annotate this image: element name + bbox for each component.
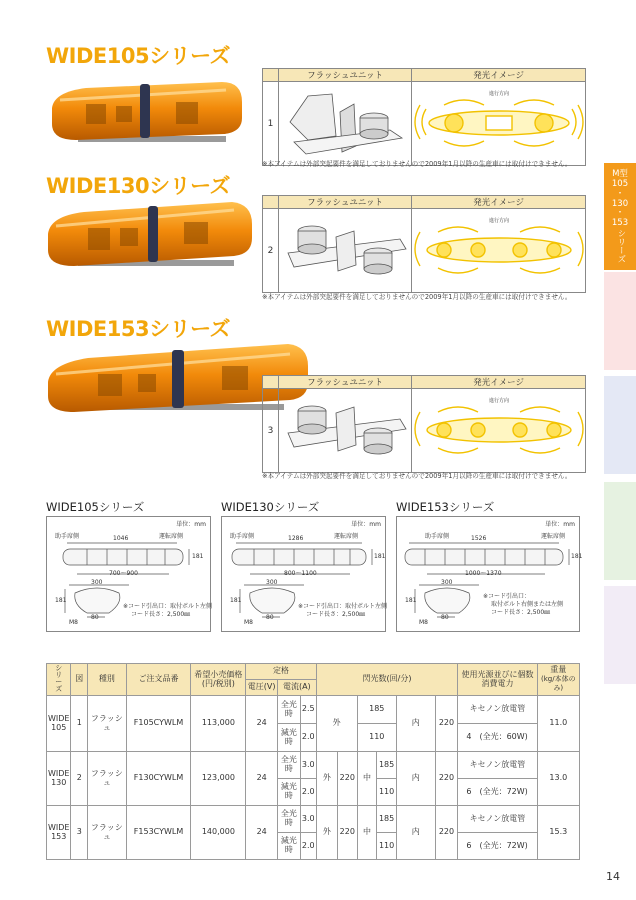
cell-light-qty: 4 (全光：60W) [458,724,537,752]
cell-full-current: 3.0 [300,752,316,779]
base-width-dimension: 300 [441,579,453,586]
header-rating: 定格 [246,664,316,680]
dim-title-153: WIDE153シリーズ [396,500,495,514]
cell-price: 113,000 [191,696,246,752]
cord-length-note: コード長さ：2,500㎜ [491,609,551,616]
cell-full-label: 全光時 [277,696,300,724]
side-tab-purple[interactable] [604,586,636,684]
base-height-dimension: 181 [55,597,67,604]
travel-direction-label: 進行方向 [488,218,509,224]
cell-fig: 2 [71,752,88,806]
cell-full-label: 全光時 [277,806,300,833]
cell-weight: 13.0 [537,752,579,806]
cell-full-current: 2.5 [300,696,316,724]
side-tab-line: 130 [611,198,629,209]
cell-inner-label: 内 [396,752,435,806]
cell-inner-label: 内 [396,696,435,752]
cord-note: ※コード引出口：取付ボルト左側 [123,603,213,610]
height-dimension: 181 [571,553,583,560]
length-dimension: 1046 [113,535,129,542]
cell-half-current: 2.0 [300,779,316,806]
dim-drawing-130 [221,516,386,632]
cell-series: WIDE 130 [47,752,71,806]
bracket-dimension: 80 [266,614,274,621]
side-tab-line: ・ [615,208,625,219]
side-tab-line: ・ [615,188,625,199]
flash-unit-drawing [279,82,412,166]
cord-length-note: コード長さ：2,500㎜ [306,611,366,618]
flash-unit-drawing [279,209,412,293]
cord-note: ※コード引出口： [483,593,531,600]
header-voltage: 電圧(V) [246,680,278,696]
feature-row-number: 3 [263,389,279,473]
cell-weight: 15.3 [537,806,579,860]
regulation-note-2: ※本アイテムは外部突起要件を満足しておりませんので2009年1月以降の生産車には取付けできません。 [262,293,572,301]
cell-inner-label: 内 [396,806,435,860]
unit-label: 単位：mm [545,521,575,528]
cell-mid-flash-half: 110 [377,833,397,860]
cell-outer-label: 外 [316,696,357,752]
header-price: 希望小売価格 (円/税別) [191,664,246,696]
height-dimension: 181 [374,553,386,560]
header-order-no: ご注文品番 [126,664,191,696]
bolt-span-dimension: 800～1100 [284,570,317,577]
side-tab-pink[interactable] [604,272,636,370]
driver-side-label: 運転席側 [334,533,359,540]
feature-table-2 [262,195,586,293]
header-light: 使用光源並びに個数 消費電力 [458,664,537,696]
page-number: 14 [606,870,620,883]
light-emission-image [412,82,586,166]
feature-header-unit: フラッシュユニット [279,196,412,209]
cell-light-source: キセノン放電管 [458,806,537,833]
cell-series: WIDE 105 [47,696,71,752]
cell-half-label: 減光時 [277,724,300,752]
cell-mid-label: 中 [357,752,377,806]
spec-table [46,663,580,860]
feature-table-1 [262,68,586,166]
cell-fig: 1 [71,696,88,752]
base-height-dimension: 181 [405,597,417,604]
feature-header-image: 発光イメージ [412,196,586,209]
base-width-dimension: 300 [91,579,103,586]
unit-label: 単位：mm [176,521,206,528]
cell-voltage: 24 [246,752,278,806]
feature-row-number: 1 [263,82,279,166]
cell-full-current: 3.0 [300,806,316,833]
cell-outer-label: 外 [316,752,337,806]
cell-type: フラッシュ [88,806,127,860]
unit-label: 単位：mm [351,521,381,528]
base-width-dimension: 300 [266,579,278,586]
cell-light-qty: 6 (全光：72W) [458,779,537,806]
series-title-105: WIDE105シリーズ [46,44,231,68]
side-tab-line: 105 [611,178,629,189]
travel-direction-label: 進行方向 [488,398,509,404]
cord-note: ※コード引出口：取付ボルト左側 [298,603,388,610]
header-type: 種別 [88,664,127,696]
regulation-note-1: ※本アイテムは外部突起要件を満足しておりませんので2009年1月以降の生産車には取付けできません。 [262,160,572,168]
cell-inner-flash: 220 [435,696,458,752]
feature-header-unit: フラッシュユニット [279,69,412,82]
cell-mid-flash-full: 185 [377,752,397,779]
side-tab-line: シリーズ [615,228,626,263]
cell-voltage: 24 [246,806,278,860]
driver-side-label: 運転席側 [541,533,566,540]
spec-row-105 [47,696,580,724]
side-tab-green[interactable] [604,482,636,580]
cell-voltage: 24 [246,696,278,752]
bracket-dimension: 80 [91,614,99,621]
series-title-130: WIDE130シリーズ [46,174,231,198]
cell-order-no: F130CYWLM [126,752,191,806]
feature-header-image: 発光イメージ [412,69,586,82]
feature-header-image: 発光イメージ [412,376,586,389]
header-weight: 重量 (kg/本体のみ) [537,664,579,696]
side-tab-line: 153 [611,218,629,229]
height-dimension: 181 [192,553,204,560]
header-current: 電流(A) [277,680,316,696]
cell-weight: 11.0 [537,696,579,752]
cell-fig: 3 [71,806,88,860]
cord-mount-note: 取付ボルト右側または左側 [491,601,564,608]
feature-header-unit: フラッシュユニット [279,376,412,389]
bolt-size-label: M8 [69,619,78,626]
spec-row-153 [47,806,580,833]
header-fig: 図 [71,664,88,696]
flash-unit-drawing [279,389,412,473]
cell-order-no: F105CYWLM [126,696,191,752]
cell-outer-flash: 220 [337,806,357,860]
travel-direction-label: 進行方向 [488,91,509,97]
cell-mid-label: 中 [357,806,377,860]
cell-half-current: 2.0 [300,833,316,860]
side-tab-line: M型 [612,169,628,180]
cell-outer-flash: 220 [337,752,357,806]
feature-row-number: 2 [263,209,279,293]
cell-half-current: 2.0 [300,724,316,752]
spec-row-130 [47,752,580,779]
cell-series: WIDE 153 [47,806,71,860]
cell-outer-flash-half: 110 [357,724,396,752]
passenger-side-label: 助手席側 [230,533,255,540]
cell-light-source: キセノン放電管 [458,752,537,779]
cell-price: 140,000 [191,806,246,860]
feature-table-3 [262,375,586,473]
dim-title-105: WIDE105シリーズ [46,500,145,514]
cell-light-source: キセノン放電管 [458,696,537,724]
cell-inner-flash: 220 [435,752,458,806]
light-emission-image [412,209,586,293]
cell-mid-flash-half: 110 [377,779,397,806]
cell-outer-flash-full: 185 [357,696,396,724]
driver-side-label: 運転席側 [159,533,184,540]
cell-type: フラッシュ [88,696,127,752]
lightbar-image-130 [44,196,254,272]
cell-full-label: 全光時 [277,752,300,779]
cell-price: 123,000 [191,752,246,806]
bolt-span-dimension: 700～900 [109,570,138,577]
dim-title-130: WIDE130シリーズ [221,500,320,514]
length-dimension: 1526 [471,535,487,542]
cell-order-no: F153CYWLM [126,806,191,860]
bolt-size-label: M8 [244,619,253,626]
cell-light-qty: 6 (全光：72W) [458,833,537,860]
light-emission-image [412,389,586,473]
series-title-153: WIDE153シリーズ [46,317,231,341]
cord-length-note: コード長さ：2,500㎜ [131,611,191,618]
bolt-size-label: M8 [419,619,428,626]
regulation-note-3: ※本アイテムは外部突起要件を満足しておりませんので2009年1月以降の生産車には取付けできません。 [262,472,572,480]
cell-half-label: 減光時 [277,833,300,860]
length-dimension: 1286 [288,535,304,542]
passenger-side-label: 助手席側 [425,533,450,540]
dim-drawing-153 [396,516,583,632]
cell-outer-label: 外 [316,806,337,860]
lightbar-image-105 [46,74,246,148]
cell-half-label: 減光時 [277,779,300,806]
dim-drawing-105 [46,516,211,632]
side-tab-m-series[interactable] [604,163,636,270]
header-flash-rate: 閃光数(回/分) [316,664,458,696]
cell-mid-flash-full: 185 [377,806,397,833]
passenger-side-label: 助手席側 [55,533,80,540]
base-height-dimension: 181 [230,597,242,604]
cell-type: フラッシュ [88,752,127,806]
side-tab-blue[interactable] [604,376,636,474]
bracket-dimension: 80 [441,614,449,621]
bolt-span-dimension: 1000～1370 [465,570,502,577]
cell-inner-flash: 220 [435,806,458,860]
header-series: シリーズ [47,664,71,696]
